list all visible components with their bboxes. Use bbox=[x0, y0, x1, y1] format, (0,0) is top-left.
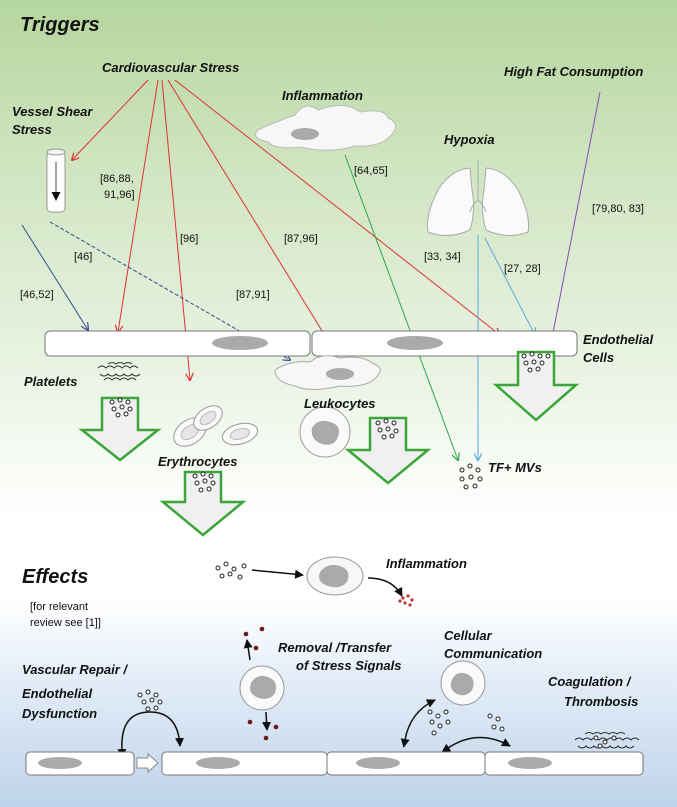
review-note: [for relevant bbox=[30, 601, 89, 613]
communication-cell-icon bbox=[441, 661, 485, 705]
thrombus-dots bbox=[594, 736, 616, 748]
platelets-label: Platelets bbox=[24, 374, 78, 389]
ref-46-52: [46,52] bbox=[20, 289, 54, 301]
cardiovascular-stress-label: Cardiovascular Stress bbox=[102, 60, 240, 75]
leukocyte-round-icon bbox=[300, 407, 350, 457]
review-note-2: review see [1]] bbox=[30, 617, 101, 629]
repair-arrow bbox=[122, 712, 180, 750]
endothelial-cells-label: Endothelial bbox=[583, 332, 654, 347]
ref-96: [96] bbox=[180, 233, 199, 245]
triggers-heading: Triggers bbox=[20, 14, 100, 36]
ref-91: 91,96] bbox=[104, 189, 135, 201]
vessel-shear-label-2: Stress bbox=[12, 122, 52, 137]
platelets-icon bbox=[98, 363, 140, 381]
ref-33-34: [33, 34] bbox=[424, 251, 461, 263]
erythrocytes-icon bbox=[168, 401, 260, 453]
ref-27-28: [27, 28] bbox=[504, 263, 541, 275]
endothelial-cell-row bbox=[45, 331, 577, 356]
coagulation-label-2: Thrombosis bbox=[564, 694, 639, 709]
high-fat-label: High Fat Consumption bbox=[504, 64, 644, 79]
ref-46: [46] bbox=[74, 251, 93, 263]
removal-label-2: of Stress Signals bbox=[296, 658, 402, 673]
ref-86: [86,88, bbox=[100, 173, 134, 185]
lungs-icon bbox=[427, 160, 528, 236]
cellular-label: Cellular bbox=[444, 628, 492, 643]
cellular-label-2: Communication bbox=[444, 646, 543, 661]
inflammation-trigger-label: Inflammation bbox=[282, 88, 363, 103]
effect-cell-icon bbox=[307, 557, 363, 595]
red-dots-icon bbox=[398, 594, 413, 606]
leukocytes-label: Leukocytes bbox=[304, 396, 376, 411]
ref-87-91: [87,91] bbox=[236, 289, 270, 301]
vascular-repair-label-2: Endothelial bbox=[22, 686, 93, 701]
communication-arrow-2 bbox=[448, 737, 510, 748]
ref-79-80-83: [79,80, 83] bbox=[592, 203, 644, 215]
inflammation-cell-icon bbox=[256, 105, 396, 150]
vascular-repair-label: Vascular Repair / bbox=[22, 662, 128, 677]
inflammation-arrow-1 bbox=[252, 570, 303, 575]
vessel-tube-icon bbox=[47, 149, 65, 212]
inflammation-arrow-2 bbox=[368, 578, 402, 596]
endothelial-cells-label-2: Cells bbox=[583, 350, 615, 365]
ref-87-96: [87,96] bbox=[284, 233, 318, 245]
tf-mvs-label: TF+ MVs bbox=[488, 460, 542, 475]
vessel-shear-label: Vessel Shear bbox=[12, 104, 93, 119]
hypoxia-label: Hypoxia bbox=[444, 132, 495, 147]
removal-label: Removal /Transfer bbox=[278, 640, 392, 655]
vascular-repair-label-3: Dysfunction bbox=[22, 706, 98, 721]
inflammation-effect-label: Inflammation bbox=[386, 556, 467, 571]
ref-64-65: [64,65] bbox=[354, 165, 388, 177]
endothelial-bottom-row bbox=[26, 752, 643, 775]
erythrocytes-label: Erythrocytes bbox=[158, 454, 238, 469]
thrombus-icon bbox=[575, 733, 639, 749]
effects-heading: Effects bbox=[22, 566, 89, 588]
coagulation-label: Coagulation / bbox=[548, 674, 631, 689]
